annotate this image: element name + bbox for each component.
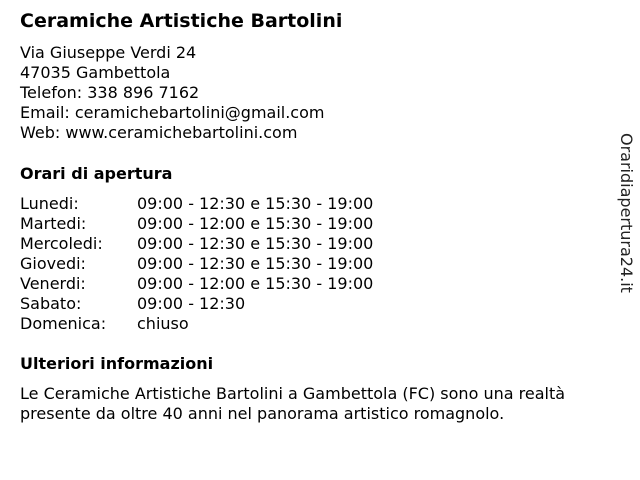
day-label: Sabato: (20, 294, 82, 313)
day-hours: 09:00 - 12:30 (137, 294, 246, 313)
hours-row-wednesday (20, 234, 373, 254)
contact-block (20, 43, 324, 143)
day-label: Mercoledi: (20, 234, 103, 253)
hours-row-tuesday (20, 214, 373, 234)
business-name: Ceramiche Artistiche Bartolini (20, 10, 343, 32)
opening-hours-heading: Orari di apertura (20, 164, 173, 183)
day-label: Giovedi: (20, 254, 86, 273)
email-address: Email: ceramichebartolini@gmail.com (20, 103, 325, 122)
hours-row-thursday (20, 254, 373, 274)
day-hours: 09:00 - 12:30 e 15:30 - 19:00 (137, 234, 374, 253)
day-label: Domenica: (20, 314, 107, 333)
day-label: Lunedi: (20, 194, 79, 213)
day-hours: 09:00 - 12:00 e 15:30 - 19:00 (137, 214, 374, 233)
street-address: Via Giuseppe Verdi 24 (20, 43, 197, 62)
city-postal: 47035 Gambettola (20, 63, 171, 82)
hours-row-monday (20, 194, 373, 214)
phone-number: Telefon: 338 896 7162 (20, 83, 200, 102)
day-label: Martedi: (20, 214, 87, 233)
day-hours: chiuso (137, 314, 189, 333)
day-hours: 09:00 - 12:00 e 15:30 - 19:00 (137, 274, 374, 293)
day-hours: 09:00 - 12:30 e 15:30 - 19:00 (137, 254, 374, 273)
opening-hours-table (20, 194, 373, 334)
hours-row-saturday (20, 294, 373, 314)
hours-row-sunday (20, 314, 373, 334)
day-hours: 09:00 - 12:30 e 15:30 - 19:00 (137, 194, 374, 213)
more-info-text: Le Ceramiche Artistiche Bartolini a Gambettola (FC) sono una realtà presente da oltre 40 anni nel panorama artistico romagnolo. (20, 384, 566, 423)
site-watermark: Oraridiapertura24.it (617, 133, 636, 293)
more-info-heading: Ulteriori informazioni (20, 354, 214, 373)
day-label: Venerdi: (20, 274, 86, 293)
website: Web: www.ceramichebartolini.com (20, 123, 298, 142)
hours-row-friday (20, 274, 373, 294)
